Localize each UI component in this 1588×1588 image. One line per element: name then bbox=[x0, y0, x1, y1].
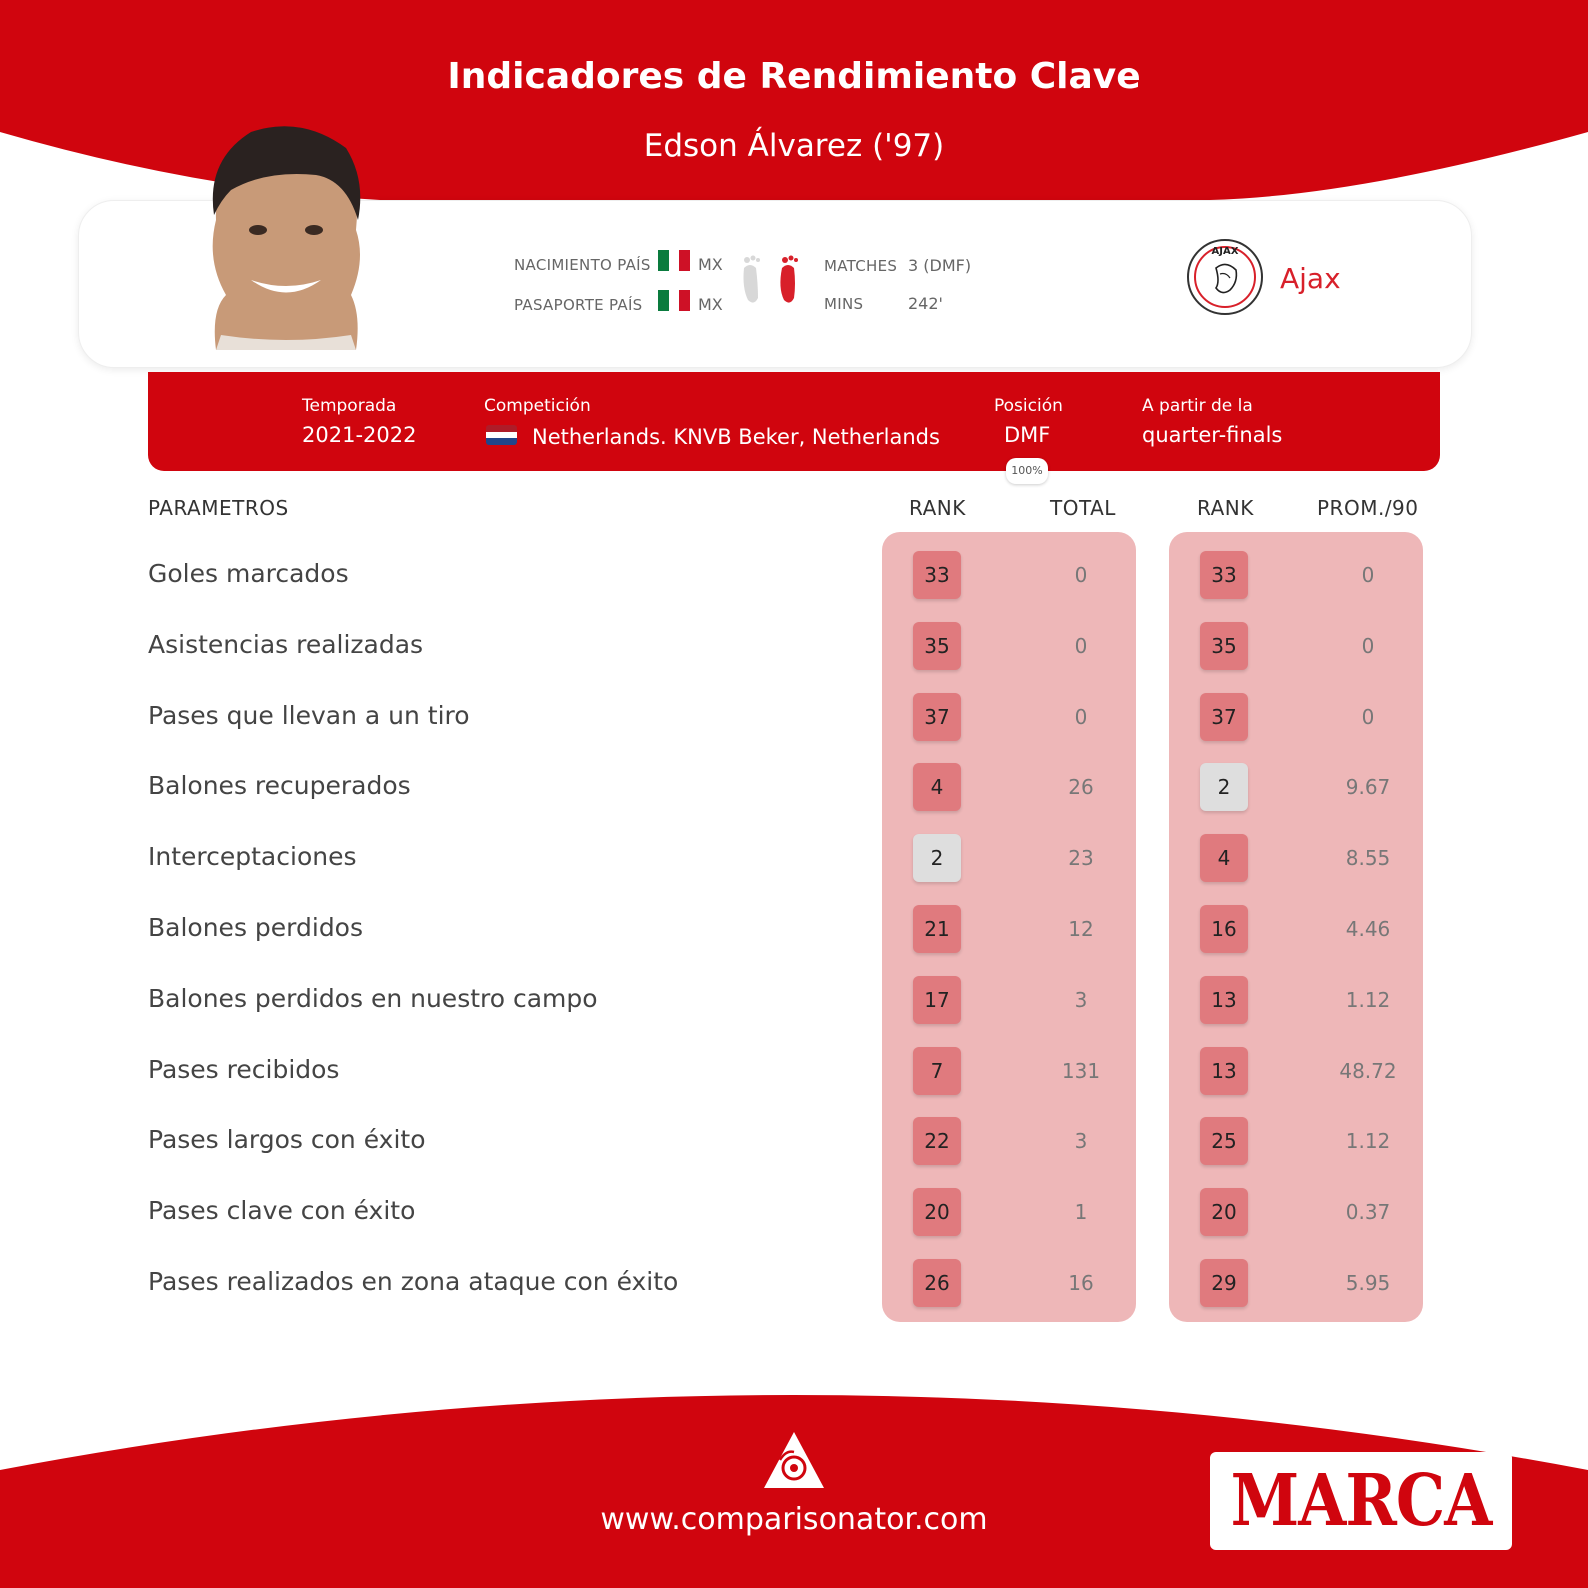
stage-value: quarter-finals bbox=[1142, 423, 1283, 447]
param-label: Pases recibidos bbox=[148, 1054, 340, 1084]
prom90-value: 5.95 bbox=[1345, 1271, 1391, 1295]
param-label: Pases que llevan a un tiro bbox=[148, 700, 470, 730]
total-value: 16 bbox=[1068, 1271, 1094, 1295]
rank-total-badge: 20 bbox=[913, 1188, 961, 1236]
rank-total-badge: 2 bbox=[913, 834, 961, 882]
birth-country-label: NACIMIENTO PAÍS bbox=[514, 256, 651, 274]
col-header-total: TOTAL bbox=[1050, 496, 1116, 520]
total-value: 3 bbox=[1074, 1129, 1088, 1154]
position-value: DMF bbox=[1004, 423, 1051, 447]
season-bar bbox=[148, 372, 1440, 471]
param-label: Pases largos con éxito bbox=[148, 1125, 426, 1155]
param-label: Balones perdidos bbox=[148, 913, 364, 942]
club-name: Ajax bbox=[1280, 262, 1341, 295]
netherlands-flag-icon bbox=[486, 425, 517, 445]
param-label: Balones recuperados bbox=[148, 771, 411, 801]
rank-p90-badge: 2 bbox=[1200, 763, 1248, 811]
total-value: 3 bbox=[1074, 987, 1088, 1012]
prom90-value: 0 bbox=[1361, 633, 1375, 658]
feet-icon bbox=[738, 252, 808, 308]
rank-total-badge: 35 bbox=[913, 622, 961, 670]
col-header-parametros: PARAMETROS bbox=[148, 496, 289, 520]
col-header-rank-total: RANK bbox=[909, 496, 966, 520]
rank-total-badge: 33 bbox=[913, 551, 961, 599]
total-value: 1 bbox=[1074, 1200, 1088, 1225]
comparisonator-logo-icon bbox=[762, 1430, 826, 1492]
rank-p90-badge: 4 bbox=[1200, 834, 1248, 882]
rank-p90-badge: 16 bbox=[1200, 905, 1248, 953]
rank-total-badge: 22 bbox=[913, 1117, 961, 1165]
player-photo bbox=[186, 120, 376, 350]
param-label: Pases clave con éxito bbox=[148, 1196, 416, 1226]
param-label: Asistencias realizadas bbox=[148, 629, 424, 659]
param-label: Interceptaciones bbox=[148, 842, 357, 872]
rank-p90-badge: 13 bbox=[1200, 976, 1248, 1024]
mins-label: MINS bbox=[824, 295, 864, 313]
param-label: Pases realizados en zona ataque con éxito bbox=[148, 1267, 679, 1296]
competition-label: Competición bbox=[484, 396, 591, 416]
prom90-value: 4.46 bbox=[1345, 917, 1391, 941]
position-percentage-badge: 100% bbox=[1006, 458, 1048, 484]
birth-country-value: MX bbox=[698, 255, 723, 274]
competition-value: Netherlands. KNVB Beker, Netherlands bbox=[532, 425, 940, 449]
col-header-prom90: PROM./90 bbox=[1317, 496, 1419, 520]
ajax-logo-text: AJAX bbox=[1211, 246, 1239, 257]
mexico-flag-icon bbox=[658, 250, 690, 271]
prom90-value: 0 bbox=[1361, 563, 1375, 587]
website-url: www.comparisonator.com bbox=[600, 1502, 988, 1537]
rank-total-badge: 7 bbox=[913, 1047, 961, 1095]
prom90-value: 1.12 bbox=[1345, 987, 1391, 1012]
prom90-value: 0.37 bbox=[1345, 1200, 1391, 1225]
rank-p90-badge: 25 bbox=[1200, 1117, 1248, 1165]
prom90-value: 9.67 bbox=[1345, 775, 1391, 800]
col-header-rank-p90: RANK bbox=[1197, 496, 1254, 520]
prom90-value: 1.12 bbox=[1345, 1129, 1391, 1154]
rank-total-badge: 37 bbox=[913, 693, 961, 741]
total-value: 0 bbox=[1074, 704, 1088, 729]
season-label: Temporada bbox=[302, 396, 397, 416]
mexico-flag-icon bbox=[658, 290, 690, 311]
rank-total-badge: 4 bbox=[913, 763, 961, 811]
season-value: 2021-2022 bbox=[302, 423, 417, 447]
passport-country-label: PASAPORTE PAÍS bbox=[514, 296, 643, 314]
total-value: 131 bbox=[1061, 1058, 1101, 1083]
rank-total-badge: 17 bbox=[913, 976, 961, 1024]
rank-p90-badge: 37 bbox=[1200, 693, 1248, 741]
ajax-logo-icon bbox=[1186, 238, 1264, 316]
rank-p90-badge: 33 bbox=[1200, 551, 1248, 599]
rank-total-badge: 21 bbox=[913, 905, 961, 953]
matches-value: 3 (DMF) bbox=[908, 256, 972, 275]
matches-label: MATCHES bbox=[824, 257, 898, 275]
rank-p90-badge: 20 bbox=[1200, 1188, 1248, 1236]
player-name: Edson Álvarez ('97) bbox=[643, 128, 945, 164]
param-label: Goles marcados bbox=[148, 559, 349, 588]
stage-label: A partir de la bbox=[1142, 396, 1253, 416]
marca-logo bbox=[1210, 1452, 1512, 1550]
rank-p90-badge: 29 bbox=[1200, 1259, 1248, 1307]
prom90-value: 0 bbox=[1361, 704, 1375, 729]
marca-logo-text: MARCA bbox=[1230, 1458, 1492, 1543]
total-value: 26 bbox=[1068, 775, 1094, 800]
rank-p90-badge: 35 bbox=[1200, 622, 1248, 670]
total-value: 0 bbox=[1074, 633, 1088, 658]
prom90-value: 8.55 bbox=[1345, 846, 1391, 871]
passport-country-value: MX bbox=[698, 295, 723, 314]
param-label: Balones perdidos en nuestro campo bbox=[148, 983, 598, 1013]
rank-total-badge: 26 bbox=[913, 1259, 961, 1307]
total-value: 23 bbox=[1068, 846, 1094, 871]
mins-value: 242' bbox=[908, 294, 943, 313]
total-value: 12 bbox=[1068, 917, 1094, 941]
page-title: Indicadores de Rendimiento Clave bbox=[447, 56, 1141, 97]
rank-p90-badge: 13 bbox=[1200, 1047, 1248, 1095]
total-value: 0 bbox=[1074, 563, 1088, 587]
prom90-value: 48.72 bbox=[1339, 1058, 1397, 1083]
position-label: Posición bbox=[994, 396, 1063, 416]
